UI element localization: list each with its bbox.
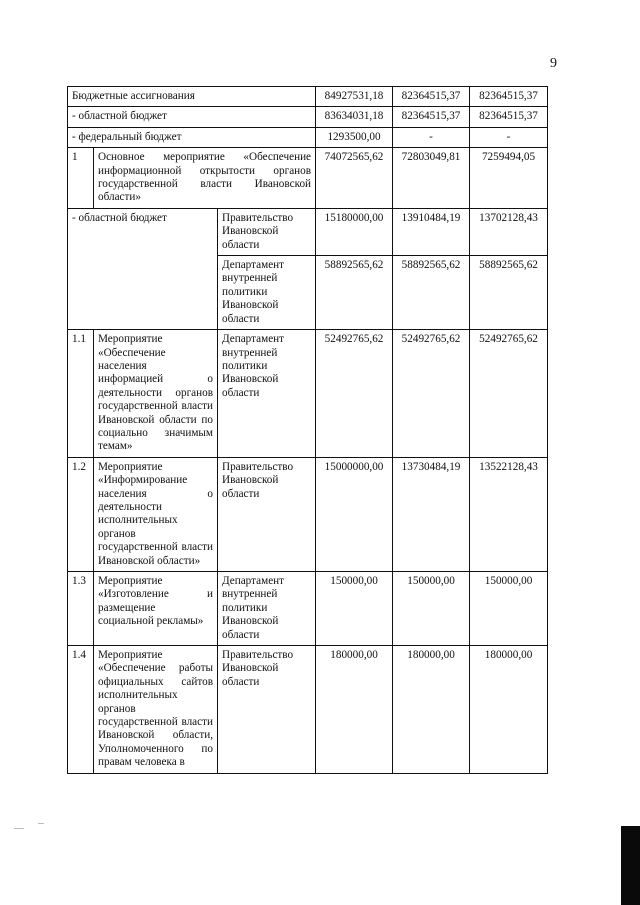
table-row <box>68 646 548 774</box>
value-cell: 180000,00 <box>393 646 470 774</box>
value-cell: 58892565,62 <box>393 256 470 330</box>
table-row <box>68 330 548 458</box>
value-cell: 15000000,00 <box>316 457 393 571</box>
value-cell: 180000,00 <box>470 646 548 774</box>
value-cell: 52492765,62 <box>470 330 548 458</box>
executor-cell: Департамент внутренней политики Ивановской области <box>218 330 316 458</box>
activity-name: Мероприятие «Обеспечение работы официальных сайтов исполнительных органов государственной власти Ивановской области, Уполномоченного по правам человека в <box>94 646 218 774</box>
table-row <box>68 127 548 147</box>
row-number: 1 <box>68 148 94 209</box>
value-cell: - <box>470 127 548 147</box>
row-label: - областной бюджет <box>68 107 316 127</box>
table-row <box>68 107 548 127</box>
table-row <box>68 148 548 209</box>
activity-name: Мероприятие «Изготовление и размещение социальной рекламы» <box>94 572 218 646</box>
activity-name: Мероприятие «Обеспечение населения информацией о деятельности органов государственной власти Ивановской области по социально значимым темам» <box>94 330 218 458</box>
row-number: 1.2 <box>68 457 94 571</box>
row-number: 1.4 <box>68 646 94 774</box>
executor-cell: Департамент внутренней политики Ивановской области <box>218 256 316 330</box>
scan-artifact <box>38 823 44 824</box>
value-cell: 74072565,62 <box>316 148 393 209</box>
value-cell: 52492765,62 <box>393 330 470 458</box>
value-cell: 13910484,19 <box>393 208 470 255</box>
table-row <box>68 572 548 646</box>
value-cell: 52492765,62 <box>316 330 393 458</box>
page-number: 9 <box>550 56 557 71</box>
value-cell: 150000,00 <box>470 572 548 646</box>
value-cell: 82364515,37 <box>393 107 470 127</box>
value-cell: 82364515,37 <box>470 107 548 127</box>
value-cell: 150000,00 <box>393 572 470 646</box>
row-label: Бюджетные ассигнования <box>68 87 316 107</box>
value-cell: 82364515,37 <box>393 87 470 107</box>
value-cell: 13730484,19 <box>393 457 470 571</box>
row-number: 1.3 <box>68 572 94 646</box>
row-label: - областной бюджет <box>68 208 218 329</box>
value-cell: 1293500,00 <box>316 127 393 147</box>
value-cell: 82364515,37 <box>470 87 548 107</box>
activity-name: Мероприятие «Информирование населения о деятельности исполнительных органов государственной власти Ивановской области» <box>94 457 218 571</box>
executor-cell: Правительство Ивановской области <box>218 208 316 255</box>
value-cell: 58892565,62 <box>470 256 548 330</box>
table-row <box>68 87 548 107</box>
value-cell: 13702128,43 <box>470 208 548 255</box>
scan-artifact <box>14 828 24 829</box>
row-label: - федеральный бюджет <box>68 127 316 147</box>
value-cell: 84927531,18 <box>316 87 393 107</box>
row-number: 1.1 <box>68 330 94 458</box>
budget-table <box>67 86 548 774</box>
executor-cell: Правительство Ивановской области <box>218 457 316 571</box>
value-cell: - <box>393 127 470 147</box>
value-cell: 72803049,81 <box>393 148 470 209</box>
table-row <box>68 457 548 571</box>
value-cell: 83634031,18 <box>316 107 393 127</box>
activity-name: Основное мероприятие «Обеспечение информационной открытости органов государственной власти Ивановской области» <box>94 148 316 209</box>
value-cell: 58892565,62 <box>316 256 393 330</box>
executor-cell: Правительство Ивановской области <box>218 646 316 774</box>
value-cell: 150000,00 <box>316 572 393 646</box>
value-cell: 7259494,05 <box>470 148 548 209</box>
scan-edge-bar <box>621 826 640 905</box>
value-cell: 15180000,00 <box>316 208 393 255</box>
value-cell: 13522128,43 <box>470 457 548 571</box>
executor-cell: Департамент внутренней политики Ивановской области <box>218 572 316 646</box>
value-cell: 180000,00 <box>316 646 393 774</box>
table-row <box>68 208 548 255</box>
